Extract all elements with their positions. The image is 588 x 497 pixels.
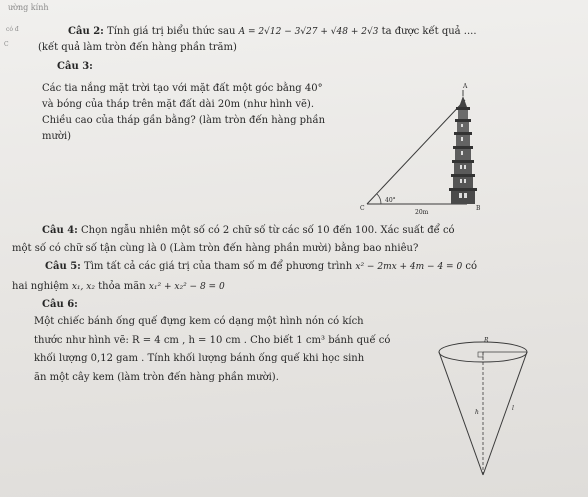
q2-line2: (kết quả làm tròn đến hàng phần trăm) (38, 42, 237, 53)
q2-line1 (68, 27, 477, 37)
q2-text-before: Tính giá trị biểu thức sau (107, 26, 236, 37)
cone-label-r: R (484, 337, 489, 344)
q4-title: Câu 4: (42, 225, 78, 236)
tower-icon (449, 90, 477, 204)
q2-expression: A = 2√12 − 3√27 + √48 + 2√3 (238, 27, 379, 37)
q4-line1 (42, 226, 455, 236)
faint-header-fragment: ường kính (8, 3, 49, 12)
q6-line4: ăn một cây kem (làm tròn đến hàng phần mười). (34, 372, 279, 383)
q5-line1 (45, 262, 477, 272)
q3-line4: mười) (42, 131, 72, 142)
tower-label-b: B (476, 205, 481, 212)
cone-figure (428, 330, 538, 480)
cone-right-angle-mark (478, 352, 483, 357)
cone-label-l: l (512, 405, 514, 412)
q5-roots: x₁, x₂ (71, 282, 95, 292)
tower-base-label: 20m (415, 209, 429, 216)
q5-title: Câu 5: (45, 261, 81, 272)
q5-line2-mid: thỏa mãn (98, 281, 146, 292)
q2-title: Câu 2: (68, 26, 104, 37)
q4-text1: Chọn ngẫu nhiên một số có 2 chữ số từ các số 10 đến 100. Xác suất để có (81, 225, 455, 236)
q6-line2: thước như hình vẽ: R = 4 cm , h = 10 cm . Cho biết 1 cm³ bánh quế có (34, 335, 391, 346)
q3-line2: và bóng của tháp trên mặt đất dài 20m (như hình vẽ). (42, 99, 314, 110)
q5-line2 (12, 282, 225, 292)
cone-label-h: h (475, 409, 479, 416)
q5-condition: x₁² + x₂² − 8 = 0 (148, 282, 225, 292)
q6-line1: Một chiếc bánh ống quế đựng kem có dạng một hình nón có kích (34, 316, 364, 327)
angle-arc (377, 194, 381, 204)
q5-text-after: có (465, 261, 477, 272)
q6-title: Câu 6: (42, 299, 78, 310)
q3-line3: Chiều cao của tháp gần bằng? (làm tròn đến hàng phần (42, 115, 326, 126)
q2-text-after: ta được kết quả .... (381, 26, 477, 37)
tower-figure (355, 82, 490, 222)
q4-line2: một số có chữ số tận cùng là 0 (Làm tròn đến hàng phần mười) bằng bao nhiêu? (12, 243, 419, 254)
faint-c-fragment: C (4, 41, 9, 48)
tower-angle-label: 40° (385, 197, 396, 204)
q5-equation: x² − 2mx + 4m − 4 = 0 (355, 262, 463, 272)
faint-co-fragment: có đ (6, 26, 19, 33)
q3-line1: Các tia nắng mặt trời tạo với mặt đất một góc bằng 40° (42, 83, 323, 94)
cone-right-edge (483, 352, 527, 475)
q5-text-before: Tìm tất cả các giá trị của tham số m để phương trình (84, 261, 353, 272)
tower-label-c: C (360, 205, 365, 212)
q6-line3: khối lượng 0,12 gam . Tính khối lượng bánh ống quế khi học sinh (34, 353, 365, 364)
q3-title: Câu 3: (57, 61, 93, 72)
q5-line2-before: hai nghiệm (12, 281, 69, 292)
tower-label-a: A (463, 83, 468, 90)
